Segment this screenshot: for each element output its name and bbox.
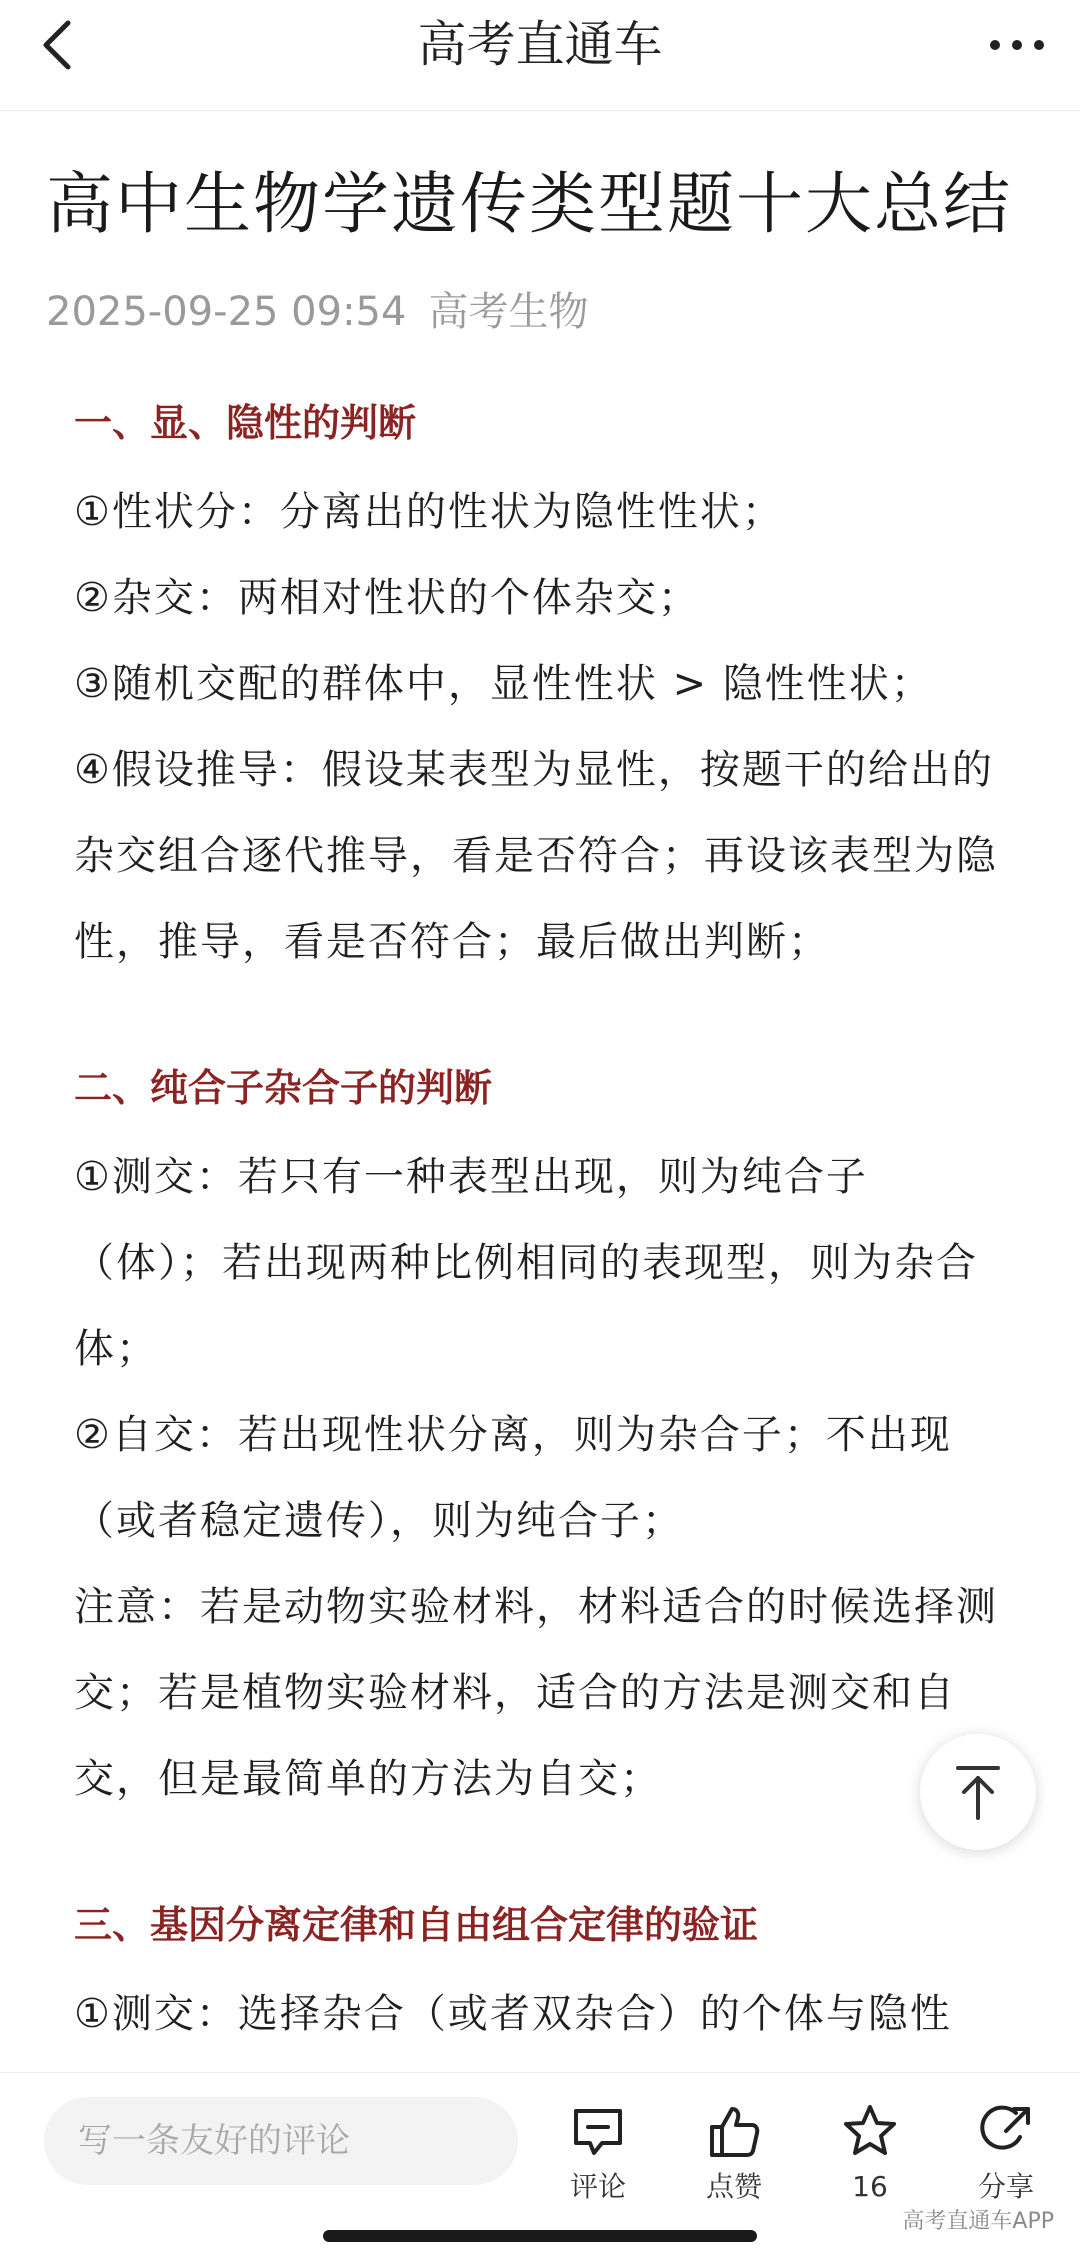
like-label: 点赞	[705, 2170, 762, 2203]
comment-icon	[568, 2101, 628, 2161]
section-2	[74, 1060, 1014, 1822]
paragraph: ②杂交：两相对性状的个体杂交；	[74, 575, 700, 621]
paragraph: ②自交：若出现性状分离，则为杂合子；不出现（或者稳定遗传），则为纯合子；	[74, 1412, 952, 1544]
article-meta	[46, 285, 588, 339]
paragraph: ③随机交配的群体中，显性性状 > 隐性性状；	[74, 661, 933, 707]
app-title: 高考直通车	[417, 16, 663, 73]
paragraph: ①性状分：分离出的性状为隐性性状；	[74, 489, 784, 535]
more-button[interactable]	[982, 20, 1052, 70]
paragraph: ①测交：若只有一种表型出现，则为纯合子（体）；若出现两种比例相同的表现型，则为杂合体；	[74, 1154, 978, 1372]
paragraph: 注意：若是动物实验材料，材料适合的时候选择测交；若是植物实验材料，适合的方法是测交和自交，但是最简单的方法为自交；	[74, 1584, 998, 1802]
share-icon	[976, 2101, 1036, 2161]
more-dots-icon	[982, 20, 1052, 70]
section-heading: 一、显、隐性的判断	[74, 401, 417, 445]
publish-date: 2025-09-25 09:54	[46, 289, 407, 335]
favorite-button[interactable]	[815, 2101, 925, 2205]
star-icon	[840, 2101, 900, 2161]
like-button[interactable]	[679, 2101, 789, 2205]
paragraph: ①测交：选择杂合（或者双杂合）的个体与隐性	[74, 1991, 952, 2037]
comment-input[interactable]	[44, 2097, 518, 2185]
section-heading: 三、基因分离定律和自由组合定律的验证	[74, 1903, 759, 1947]
arrow-up-to-top-icon	[952, 1762, 1004, 1822]
share-button[interactable]	[951, 2101, 1061, 2205]
comment-label: 评论	[569, 2170, 626, 2203]
share-label: 分享	[977, 2170, 1034, 2203]
comment-button[interactable]	[543, 2101, 653, 2205]
watermark: 高考直通车APP	[902, 2209, 1054, 2234]
article-body	[74, 395, 1014, 2132]
article-title: 高中生物学遗传类型题十大总结	[46, 165, 1012, 243]
favorite-count: 16	[852, 2170, 888, 2203]
thumbs-up-icon	[704, 2101, 764, 2161]
section-heading: 二、纯合子杂合子的判断	[74, 1066, 493, 1110]
section-3	[74, 1897, 1014, 2057]
home-indicator	[323, 2230, 757, 2242]
section-1	[74, 395, 1014, 985]
article-source[interactable]: 高考生物	[428, 289, 589, 335]
scroll-to-top-button[interactable]	[920, 1734, 1036, 1850]
top-bar	[0, 0, 1080, 111]
paragraph: ④假设推导：假设某表型为显性，按题干的给出的杂交组合逐代推导，看是否符合；再设该表型为隐性，推导，看是否符合；最后做出判断；	[74, 747, 998, 965]
